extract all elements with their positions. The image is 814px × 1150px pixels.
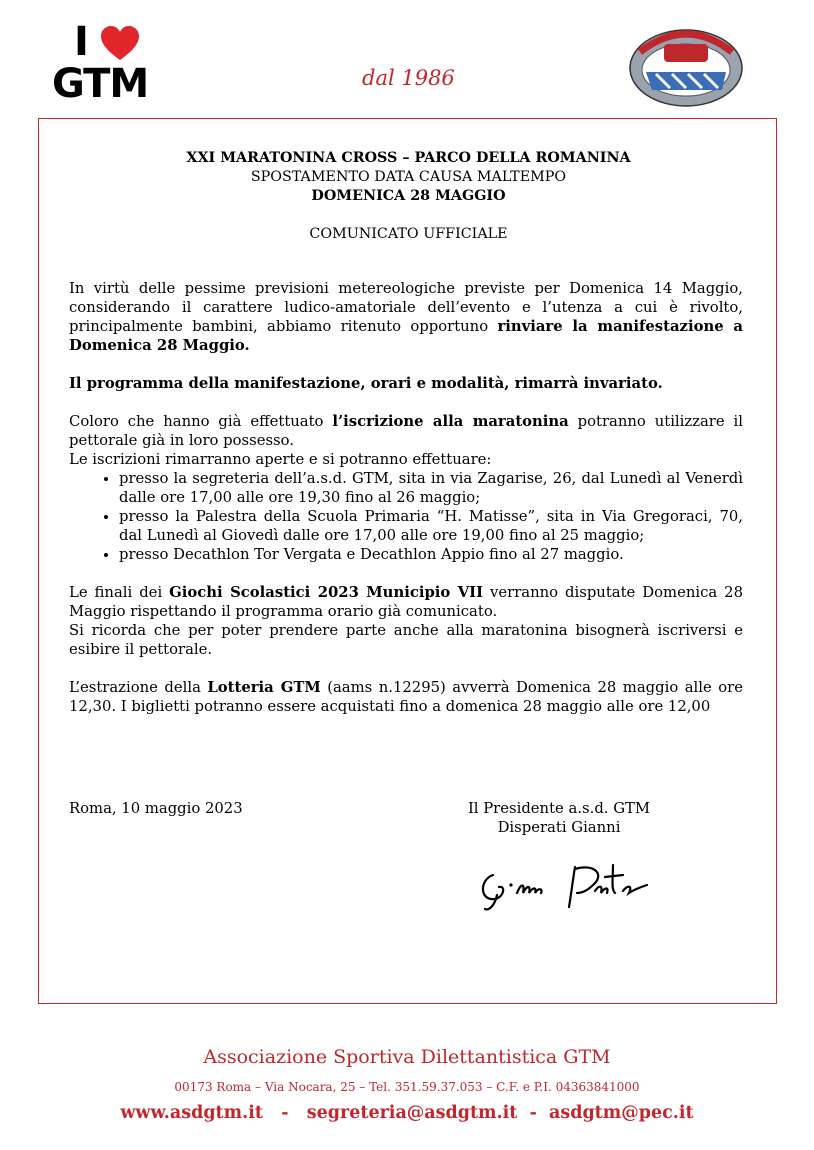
list-item: • presso la segreteria dell’a.s.d. GTM, sita in via Zagarise, 26, dal Lunedì al Venerdì dalle ore 17,00 alle ore 19,30 fino al 26 maggio; xyxy=(119,469,743,507)
place-date: Roma, 10 maggio 2023 xyxy=(69,800,243,817)
paragraph-postponement: In virtù delle pessime previsioni metereologiche previste per Domenica 14 Maggio, considerando il carattere ludico-amatoriale dell’evento e l’utenza a cui è rivolto, principalmente bambini, abbiamo ritenuto opportuno rinviare la manifestazione a Domenica 28 Maggio. xyxy=(69,280,743,354)
list-item: • presso la Palestra della Scuola Primaria “H. Matisse”, sita in Via Gregoraci, 70, dal Lunedì al Giovedì dalle ore 17,00 alle ore 19,00 fino al 25 maggio; xyxy=(119,507,743,545)
signatory-role: Il Presidente a.s.d. GTM xyxy=(467,800,651,817)
event-title: XXI MARATONINA CROSS – PARCO DELLA ROMANINA xyxy=(186,150,631,166)
paragraph-reminder: Si ricorda che per poter prendere parte anche alla maratonina bisognerà iscriversi e esibire il pettorale. xyxy=(69,622,743,658)
event-date: DOMENICA 28 MAGGIO xyxy=(311,188,506,204)
event-subtitle: SPOSTAMENTO DATA CAUSA MALTEMPO xyxy=(250,169,567,185)
registration-list xyxy=(69,469,743,564)
gtm-logo xyxy=(52,19,162,107)
since-label: dal 1986 xyxy=(362,66,455,90)
contact-links[interactable]: www.asdgtm.it - segreteria@asdgtm.it - asdgtm@pec.it xyxy=(120,1103,694,1123)
signatory-name: Disperati Gianni xyxy=(497,819,621,836)
communique-heading: COMUNICATO UFFICIALE xyxy=(309,226,508,242)
paragraph-school-games: Le finali dei Giochi Scolastici 2023 Municipio VII verranno disputate Domenica 28 Maggio rispettando il programma orario già comunicato. xyxy=(69,584,743,620)
paragraph-registration: Le iscrizioni rimarranno aperte e si potranno effettuare: xyxy=(69,451,492,468)
organization-name: Associazione Sportiva Dilettantistica GTM xyxy=(203,1046,611,1068)
sport-badge-logo xyxy=(626,22,746,108)
paragraph-lottery: L’estrazione della Lotteria GTM (aams n.12295) avverrà Domenica 28 maggio alle ore 12,30. I biglietti potranno essere acquistati fino a domenica 28 maggio alle ore 12,00 xyxy=(69,679,743,715)
list-item: • presso Decathlon Tor Vergata e Decathlon Appio fino al 27 maggio. xyxy=(119,545,743,564)
organization-address: 00173 Roma – Via Nocara, 25 – Tel. 351.59.37.053 – C.F. e P.I. 04363841000 xyxy=(174,1080,640,1094)
signatory xyxy=(429,799,689,837)
communique-body xyxy=(69,279,743,716)
heart-icon xyxy=(100,26,140,62)
logo-i-text: I xyxy=(74,19,89,65)
paragraph-bib: Coloro che hanno già effettuato l’iscrizione alla maratonina potranno utilizzare il pettorale già in loro possesso. xyxy=(69,413,743,449)
paragraph-program: Il programma della manifestazione, orari e modalità, rimarrà invariato. xyxy=(69,375,663,392)
content-frame xyxy=(38,118,777,1004)
handwritten-signature xyxy=(477,845,677,915)
logo-gtm-text: GTM xyxy=(52,61,149,107)
